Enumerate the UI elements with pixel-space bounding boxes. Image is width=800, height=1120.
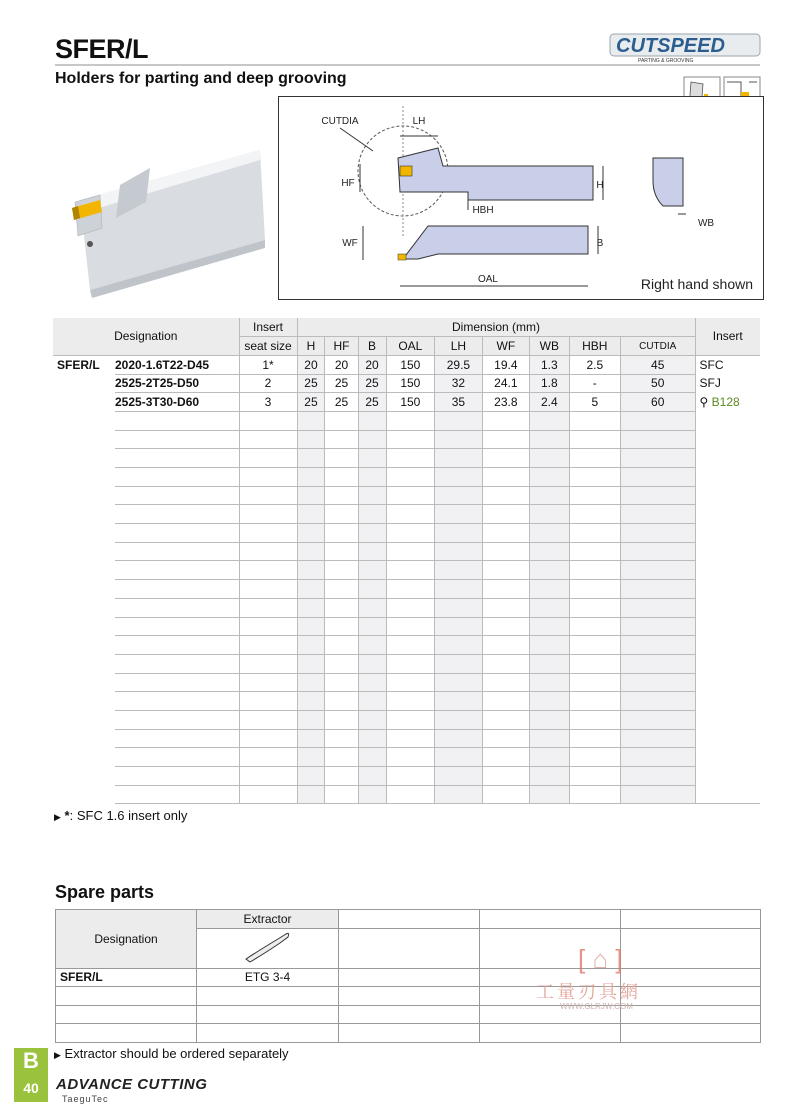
dimension-cell: 24.1 bbox=[482, 374, 529, 393]
blank-row bbox=[53, 636, 760, 655]
blank-row bbox=[53, 580, 760, 599]
hbh-label: HBH bbox=[472, 205, 494, 216]
dimension-cell: 150 bbox=[386, 355, 435, 374]
designation-code: 2020-1.6T22-D45 bbox=[115, 355, 239, 374]
dimension-cell: 20 bbox=[358, 355, 386, 374]
series-label: SFER/L bbox=[57, 357, 100, 372]
blank-row bbox=[53, 524, 760, 543]
dimension-cell: 25 bbox=[325, 374, 358, 393]
watermark-text: 工量刃具網 bbox=[536, 982, 641, 1002]
blank-row bbox=[53, 767, 760, 786]
brand-logo: ADVANCE CUTTING bbox=[56, 1076, 208, 1093]
dimension-table bbox=[53, 318, 760, 804]
blank-row bbox=[53, 785, 760, 804]
dimension-cell: 20 bbox=[325, 355, 358, 374]
b-label: B bbox=[596, 238, 604, 249]
page-title: SFER/L bbox=[55, 34, 149, 64]
dimension-cell: 35 bbox=[435, 393, 482, 412]
blank-row bbox=[53, 430, 760, 449]
wf-label: WF bbox=[342, 238, 358, 249]
insert-seat-header: Insert bbox=[239, 318, 297, 337]
watermark-url: WWW.GLRJW.COM bbox=[560, 1002, 633, 1011]
insert-cell: SFJ bbox=[695, 374, 760, 393]
logo-tagline: PARTING & GROOVING bbox=[638, 58, 694, 64]
spare-parts-note: ▶ Extractor should be ordered separately bbox=[54, 1046, 289, 1061]
dimension-cell: 25 bbox=[297, 393, 325, 412]
seat-size: 1* bbox=[239, 355, 297, 374]
insert-ref[interactable]: B128 bbox=[711, 395, 740, 410]
insert-cell bbox=[695, 393, 760, 412]
blank-row bbox=[53, 710, 760, 729]
dimension-cell: 2.5 bbox=[569, 355, 620, 374]
dimension-cell: 60 bbox=[620, 393, 695, 412]
seat-size: 2 bbox=[239, 374, 297, 393]
table-row bbox=[53, 393, 760, 412]
cutspeed-logo bbox=[608, 30, 763, 64]
dimension-cell: 25 bbox=[297, 374, 325, 393]
footnote-text: : SFC 1.6 insert only bbox=[69, 808, 188, 823]
column-header: CUTDIA bbox=[620, 337, 695, 356]
footnote: ▶ *: SFC 1.6 insert only bbox=[54, 808, 188, 823]
blank-row bbox=[53, 486, 760, 505]
h-label: H bbox=[596, 180, 604, 191]
watermark-logo: [ ⌂ ] bbox=[578, 944, 623, 974]
lh-label: LH bbox=[412, 116, 426, 127]
insert-seat-header-2: seat size bbox=[239, 337, 297, 356]
column-header: HBH bbox=[569, 337, 620, 356]
dimension-cell: 150 bbox=[386, 374, 435, 393]
column-header: HF bbox=[325, 337, 358, 356]
logo-text: CUTSPEED bbox=[616, 35, 725, 57]
blank-row bbox=[53, 411, 760, 430]
dimension-cell: 23.8 bbox=[482, 393, 529, 412]
insert-cell: SFC bbox=[695, 355, 760, 374]
column-header: LH bbox=[435, 337, 482, 356]
blank-row bbox=[53, 692, 760, 711]
column-header: WB bbox=[530, 337, 570, 356]
blank-row bbox=[53, 729, 760, 748]
oal-label: OAL bbox=[477, 274, 499, 285]
column-header: B bbox=[358, 337, 386, 356]
blank-row bbox=[53, 598, 760, 617]
blank-row bbox=[53, 542, 760, 561]
blank-row bbox=[53, 617, 760, 636]
tool-holder-image bbox=[60, 140, 270, 310]
dimension-cell: 1.3 bbox=[530, 355, 570, 374]
dimension-cell: 32 bbox=[435, 374, 482, 393]
footnote-marker: * bbox=[64, 808, 70, 823]
blank-row bbox=[53, 449, 760, 468]
column-header: H bbox=[297, 337, 325, 356]
page-subtitle: Holders for parting and deep grooving bbox=[55, 70, 347, 87]
dimension-cell: 25 bbox=[358, 374, 386, 393]
extractor-icon bbox=[238, 929, 298, 965]
designation-code: 2525-2T25-D50 bbox=[115, 374, 239, 393]
dimension-cell: 25 bbox=[358, 393, 386, 412]
blank-row bbox=[53, 748, 760, 767]
extractor-header: Extractor bbox=[197, 910, 339, 929]
dimension-cell: 29.5 bbox=[435, 355, 482, 374]
brand-sub: TaeguTec bbox=[62, 1094, 109, 1104]
dimension-cell: 150 bbox=[386, 393, 435, 412]
column-header: OAL bbox=[386, 337, 435, 356]
dimension-cell: 1.8 bbox=[530, 374, 570, 393]
table-row bbox=[53, 355, 760, 374]
diagram-caption: Right hand shown bbox=[640, 276, 753, 292]
blank-row bbox=[53, 505, 760, 524]
spare-parts-note-text: Extractor should be ordered separately bbox=[64, 1046, 289, 1061]
page-tab-letter: B bbox=[23, 1048, 39, 1073]
dimension-cell: - bbox=[569, 374, 620, 393]
seat-size: 3 bbox=[239, 393, 297, 412]
designation-code: 2525-3T30-D60 bbox=[115, 393, 239, 412]
blank-row bbox=[53, 673, 760, 692]
spare-row-label: SFER/L bbox=[56, 968, 197, 987]
cutdia-label: CUTDIA bbox=[321, 116, 359, 127]
dimension-cell: 25 bbox=[325, 393, 358, 412]
table-row bbox=[53, 374, 760, 393]
dimension-cell: 50 bbox=[620, 374, 695, 393]
extractor-value: ETG 3-4 bbox=[197, 968, 339, 987]
dimension-cell: 2.4 bbox=[530, 393, 570, 412]
hf-label: HF bbox=[341, 178, 355, 189]
dimension-header: Dimension (mm) bbox=[297, 318, 695, 337]
extractor-image-cell bbox=[197, 928, 339, 968]
blank-row bbox=[53, 654, 760, 673]
designation-header: Designation bbox=[53, 318, 239, 355]
page-number: 40 bbox=[23, 1080, 39, 1096]
spare-parts-heading: Spare parts bbox=[55, 882, 155, 902]
magnifier-icon: ⚲ bbox=[699, 395, 709, 410]
insert-header: Insert bbox=[695, 318, 760, 355]
dimension-cell: 5 bbox=[569, 393, 620, 412]
dimension-cell: 45 bbox=[620, 355, 695, 374]
blank-row bbox=[53, 561, 760, 580]
spare-parts-table bbox=[55, 909, 761, 1043]
technical-drawing bbox=[278, 96, 764, 300]
blank-row bbox=[53, 468, 760, 487]
column-header: WF bbox=[482, 337, 529, 356]
dimension-cell: 19.4 bbox=[482, 355, 529, 374]
spare-designation-header: Designation bbox=[56, 910, 197, 969]
wb-label: WB bbox=[697, 218, 715, 229]
dimension-cell: 20 bbox=[297, 355, 325, 374]
title-divider bbox=[55, 64, 760, 66]
